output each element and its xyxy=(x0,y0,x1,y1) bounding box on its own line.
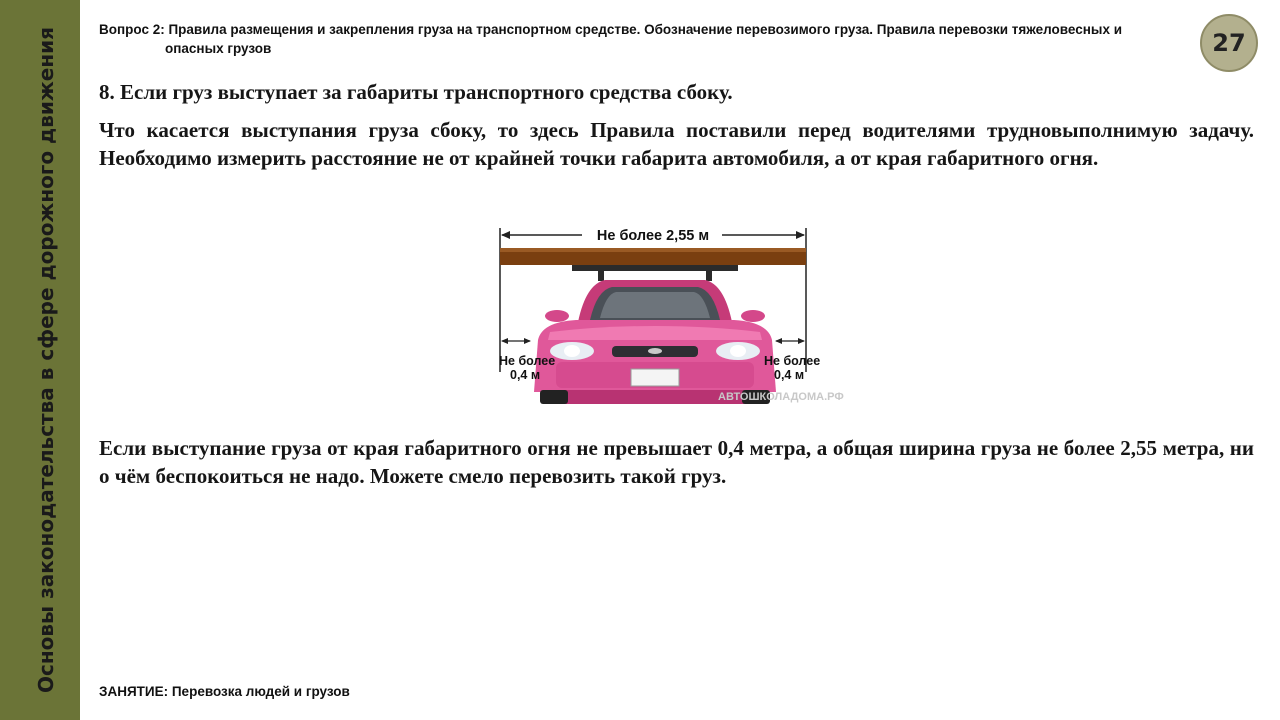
cargo-plank-highlight xyxy=(500,248,806,252)
left-side-arrowhead-inner xyxy=(524,338,531,344)
section-heading: 8. Если груз выступает за габариты транспортного средства сбоку. xyxy=(99,80,733,104)
question-header: Вопрос 2: Правила размещения и закрепления груза на транспортном средстве. Обозначение перевозимого груза. Правила перевозки тяжеловесных и опасных грузов xyxy=(99,22,1123,56)
right-label-line1: Не более xyxy=(764,354,821,368)
roof-rack-leg-left xyxy=(598,271,604,281)
roof-rack-bar xyxy=(572,265,738,271)
lesson-footer: ЗАНЯТИЕ: Перевозка людей и грузов xyxy=(99,684,350,699)
sidebar xyxy=(0,0,80,720)
left-side-arrowhead-outer xyxy=(501,338,508,344)
paragraph-intro: Что касается выступания груза сбоку, то здесь Правила поставили перед водителями трудновыполнимую задачу. Необходимо измерить расстояние не от крайней точки габарита автомобиля, а от края габаритного огня. xyxy=(99,118,1254,170)
left-label-line1: Не более xyxy=(499,354,556,368)
car-illustration xyxy=(534,280,776,404)
page-number-badge: 27 xyxy=(1200,14,1258,72)
cargo-width-figure xyxy=(400,222,900,406)
right-side-arrowhead-inner xyxy=(775,338,782,344)
watermark: АВТОШКОЛАДОМА.РФ xyxy=(718,391,844,403)
main-content xyxy=(99,78,1254,172)
right-label-line2: 0,4 м xyxy=(774,368,805,382)
top-arrowhead-right xyxy=(796,231,805,239)
roof-rack-leg-right xyxy=(706,271,712,281)
left-label-line2: 0,4 м xyxy=(510,368,541,382)
right-side-arrowhead-outer xyxy=(798,338,805,344)
sidebar-title: Основы законодательства в сфере дорожного движения xyxy=(34,26,58,694)
top-arrowhead-left xyxy=(501,231,510,239)
paragraph-conclusion: Если выступание груза от края габаритного огня не превышает 0,4 метра, а общая ширина груза не более 2,55 метра, ни о чём беспокоиться не надо. Можете смело перевозить такой груз. xyxy=(99,436,1254,488)
total-width-label: Не более 2,55 м xyxy=(596,228,710,244)
